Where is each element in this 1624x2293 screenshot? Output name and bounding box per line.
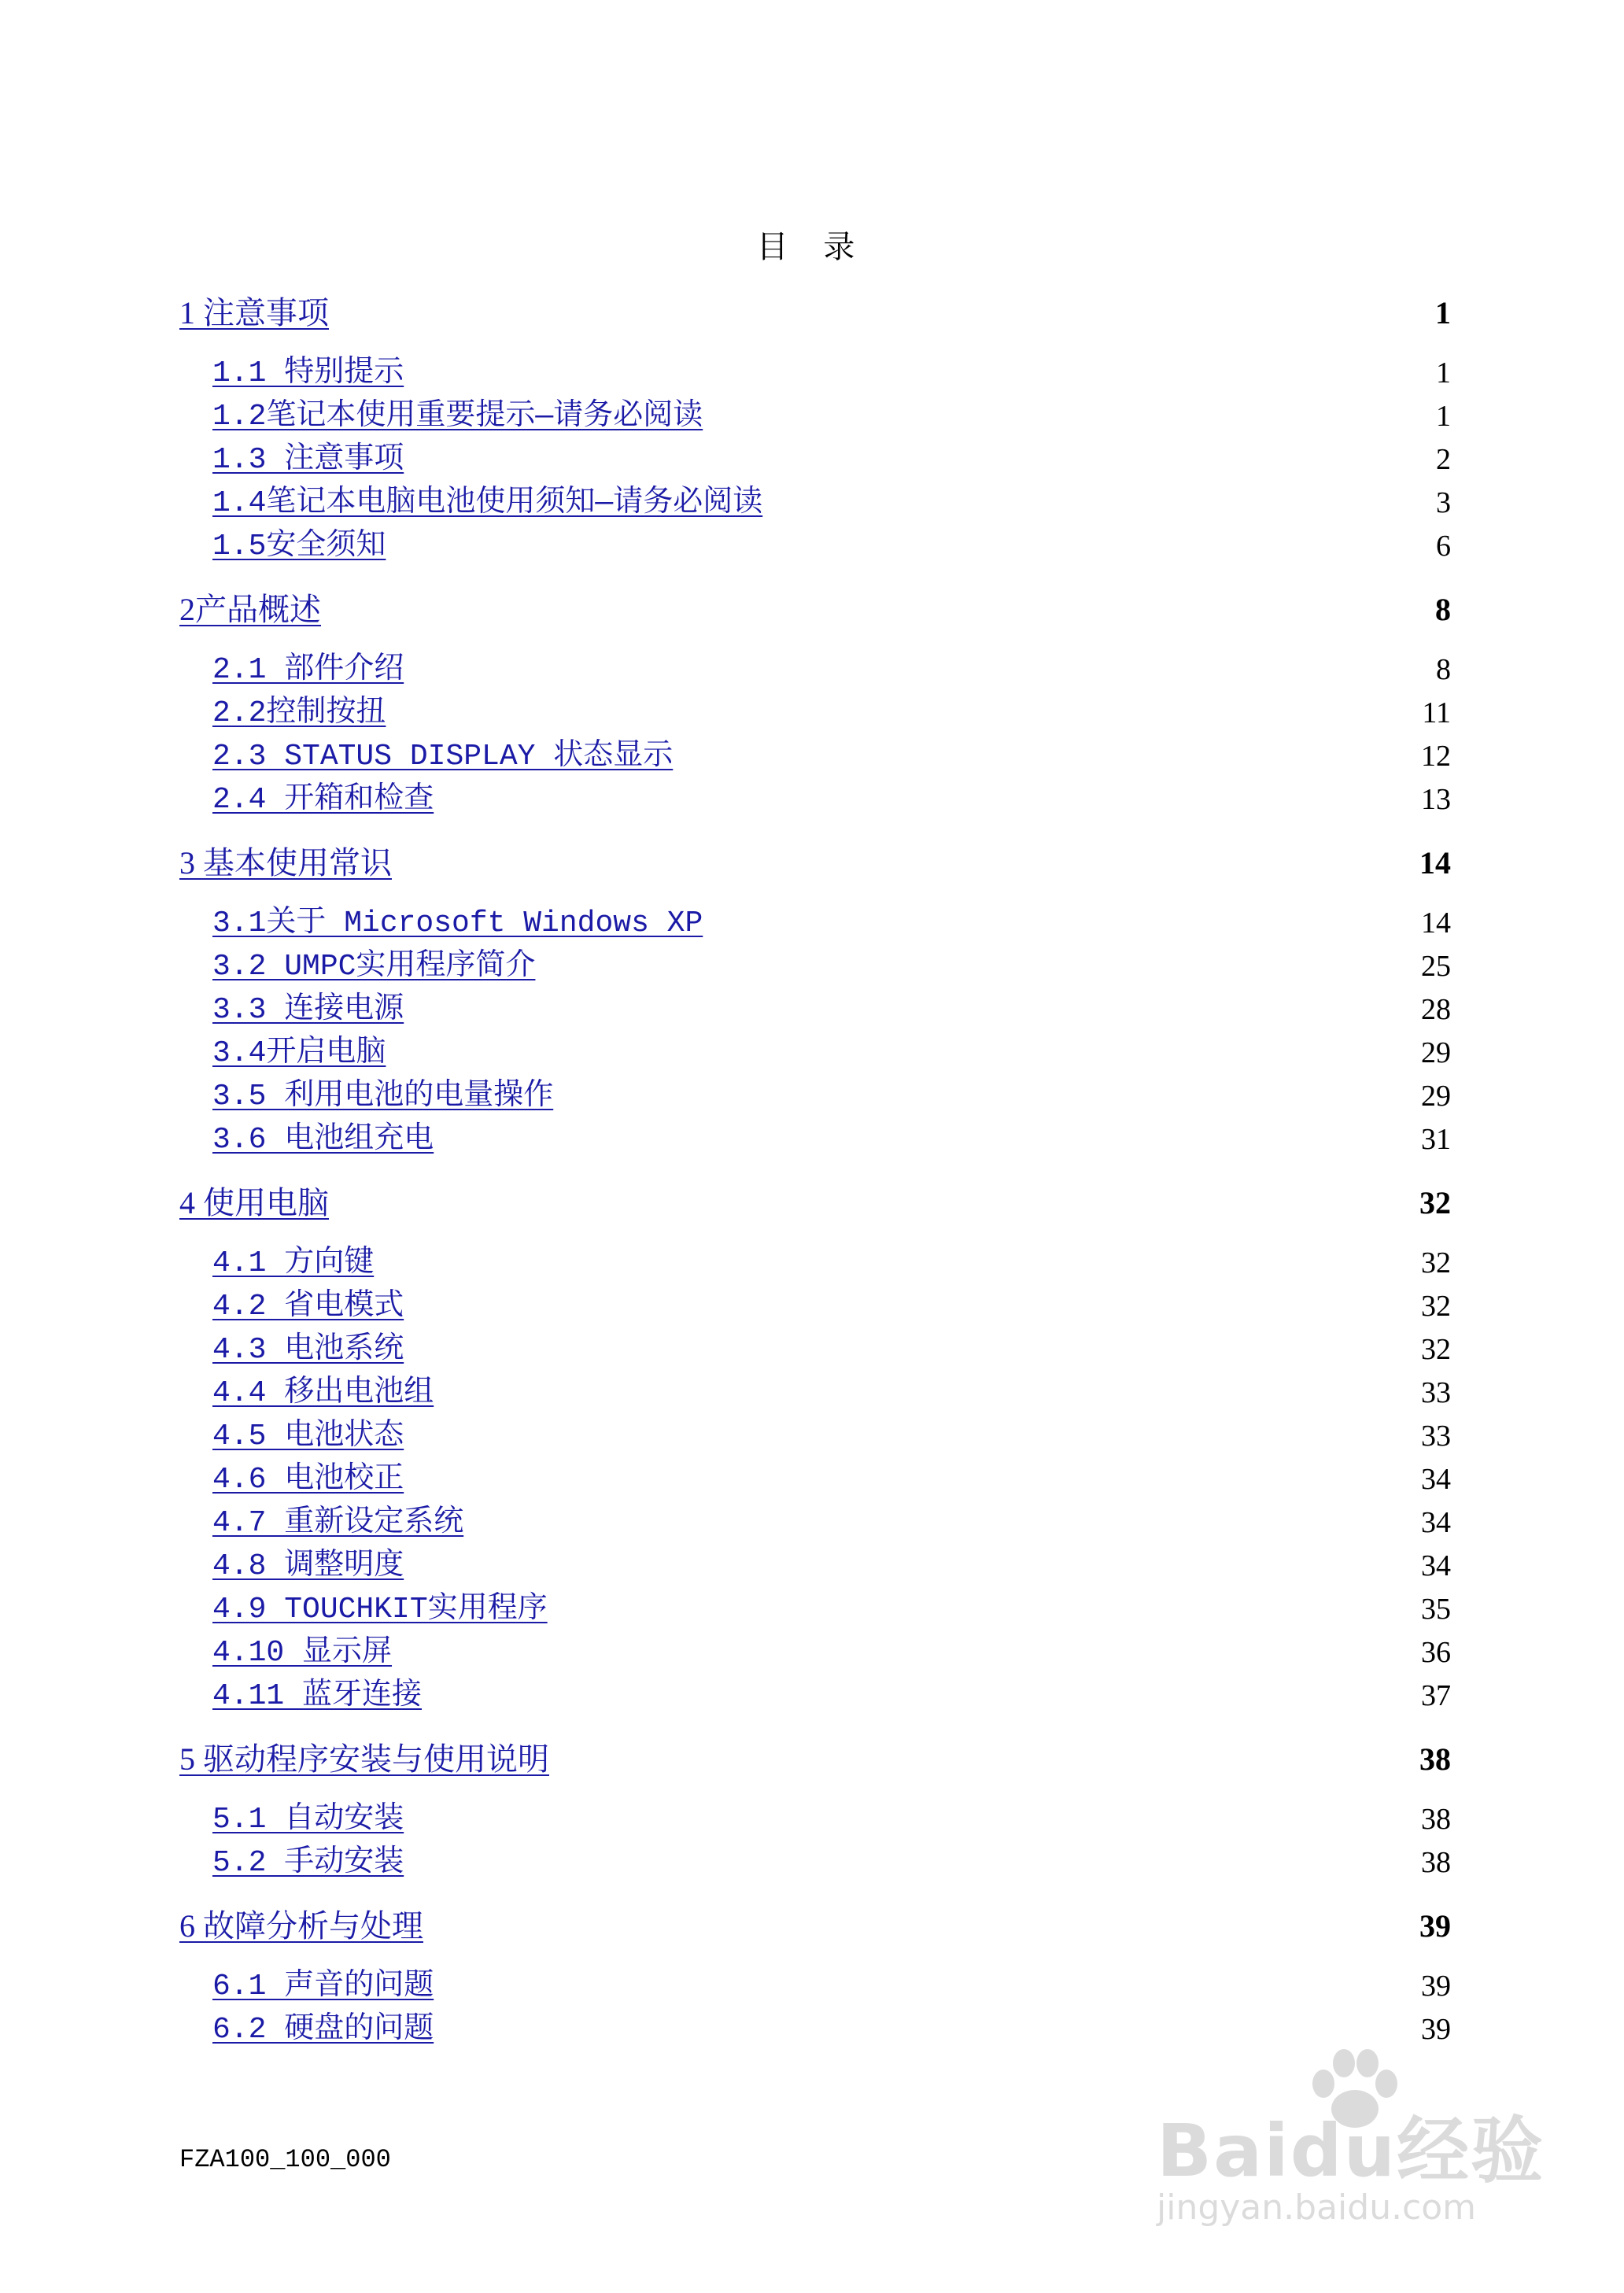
toc-page-number: 6 xyxy=(1436,530,1451,563)
toc-page-number: 12 xyxy=(1421,740,1451,773)
toc-page-number: 31 xyxy=(1421,1123,1451,1156)
toc-section-link[interactable]: 4.10 显示屏 xyxy=(212,1636,393,1670)
toc-section-row xyxy=(0,1545,1624,1588)
toc-page-number: 32 xyxy=(1421,1290,1451,1323)
toc-chapter-row xyxy=(0,1904,1624,1948)
toc-section-row xyxy=(0,1032,1624,1075)
toc-section-link[interactable]: 4.6 电池校正 xyxy=(212,1463,404,1497)
toc-section-row xyxy=(0,1631,1624,1675)
toc-section-row xyxy=(0,902,1624,945)
toc-section-row xyxy=(0,1675,1624,1718)
toc-section-row xyxy=(0,648,1624,692)
toc-page-number: 1 xyxy=(1436,356,1451,390)
toc-section-link[interactable]: 4.7 重新设定系统 xyxy=(212,1506,464,1540)
toc-section-row xyxy=(0,1075,1624,1118)
toc-chapter-row xyxy=(0,841,1624,884)
toc-section-link[interactable]: 4.9 TOUCHKIT实用程序 xyxy=(212,1593,548,1627)
toc-section-link[interactable]: 2.3 STATUS DISPLAY 状态显示 xyxy=(212,740,674,774)
toc-section-link[interactable]: 1.2笔记本使用重要提示—请务必阅读 xyxy=(212,400,703,434)
toc-page-number: 32 xyxy=(1421,1333,1451,1366)
toc-page-number: 34 xyxy=(1421,1463,1451,1496)
toc-chapter-link[interactable]: 6 故障分析与处理 xyxy=(179,1908,423,1944)
toc-section-row xyxy=(0,2008,1624,2051)
toc-section-row xyxy=(0,482,1624,525)
toc-section-row xyxy=(0,1965,1624,2008)
toc-chapter-row xyxy=(0,291,1624,334)
toc-section-row xyxy=(0,395,1624,438)
toc-section-link[interactable]: 1.5安全须知 xyxy=(212,530,386,563)
toc-page-number: 3 xyxy=(1436,486,1451,519)
toc-page-number: 38 xyxy=(1421,1803,1451,1836)
toc-section-row xyxy=(0,1501,1624,1545)
toc-page-number: 14 xyxy=(1421,906,1451,940)
toc-page-number: 39 xyxy=(1421,1970,1451,2003)
toc-section-link[interactable]: 5.1 自动安装 xyxy=(212,1803,404,1837)
toc-section-link[interactable]: 4.2 省电模式 xyxy=(212,1290,404,1324)
toc-section-link[interactable]: 3.4开启电脑 xyxy=(212,1036,386,1070)
toc-section-link[interactable]: 4.11 蓝牙连接 xyxy=(212,1679,423,1713)
toc-chapter-link[interactable]: 1 注意事项 xyxy=(179,295,329,330)
toc-section-row xyxy=(0,1458,1624,1501)
toc-section-row xyxy=(0,438,1624,482)
toc-chapter-link[interactable]: 2产品概述 xyxy=(179,592,321,627)
toc-section-link[interactable]: 3.3 连接电源 xyxy=(212,993,404,1027)
watermark-brand: Baidu经验 xyxy=(1157,2109,1545,2193)
toc-section-link[interactable]: 5.2 手动安装 xyxy=(212,1846,404,1880)
toc-section-row xyxy=(0,1798,1624,1841)
toc-section-row xyxy=(0,1415,1624,1458)
toc-page-number: 11 xyxy=(1422,696,1451,729)
toc-chapter-link[interactable]: 3 基本使用常识 xyxy=(179,845,392,881)
toc-section-row xyxy=(0,1285,1624,1328)
toc-chapter-link[interactable]: 5 驱动程序安装与使用说明 xyxy=(179,1741,549,1777)
toc-chapter-link[interactable]: 4 使用电脑 xyxy=(179,1185,329,1220)
toc-section-link[interactable]: 3.5 利用电池的电量操作 xyxy=(212,1080,554,1113)
toc-chapter-row xyxy=(0,1737,1624,1781)
toc-list xyxy=(0,291,1624,2051)
toc-page-number: 8 xyxy=(1436,653,1451,686)
toc-page-number: 39 xyxy=(1421,2013,1451,2046)
toc-page-number: 36 xyxy=(1421,1636,1451,1669)
toc-page-number: 14 xyxy=(1419,845,1451,881)
toc-section-row xyxy=(0,1841,1624,1885)
toc-page-number: 34 xyxy=(1421,1549,1451,1582)
toc-section-link[interactable]: 3.6 电池组充电 xyxy=(212,1123,434,1157)
toc-chapter-row xyxy=(0,1181,1624,1224)
toc-section-link[interactable]: 6.2 硬盘的问题 xyxy=(212,2013,434,2047)
toc-section-row xyxy=(0,525,1624,568)
toc-section-row xyxy=(0,1372,1624,1415)
toc-section-link[interactable]: 3.1关于 Microsoft Windows XP xyxy=(212,906,703,940)
toc-page-number: 38 xyxy=(1419,1741,1451,1777)
toc-title: 目 录 xyxy=(756,229,868,265)
toc-section-row xyxy=(0,735,1624,778)
watermark-url: jingyan.baidu.com xyxy=(1157,2188,1477,2228)
toc-section-row xyxy=(0,778,1624,822)
toc-page-number: 1 xyxy=(1436,400,1451,433)
toc-section-row xyxy=(0,945,1624,988)
toc-page-number: 34 xyxy=(1421,1506,1451,1539)
toc-page-number: 28 xyxy=(1421,993,1451,1026)
toc-section-row xyxy=(0,352,1624,395)
toc-section-link[interactable]: 3.2 UMPC实用程序简介 xyxy=(212,950,536,984)
toc-section-link[interactable]: 6.1 声音的问题 xyxy=(212,1970,434,2003)
toc-section-link[interactable]: 2.2控制按扭 xyxy=(212,696,386,730)
toc-page-number: 37 xyxy=(1421,1679,1451,1712)
toc-page-number: 32 xyxy=(1419,1185,1451,1220)
toc-page-number: 35 xyxy=(1421,1593,1451,1626)
toc-section-row xyxy=(0,988,1624,1032)
toc-section-link[interactable]: 2.1 部件介绍 xyxy=(212,653,404,687)
toc-page-number: 38 xyxy=(1421,1846,1451,1879)
toc-section-row xyxy=(0,1588,1624,1631)
toc-section-link[interactable]: 1.4笔记本电脑电池使用须知—请务必阅读 xyxy=(212,486,763,520)
toc-page-number: 33 xyxy=(1421,1376,1451,1409)
toc-page-number: 1 xyxy=(1435,295,1451,330)
toc-page-number: 39 xyxy=(1419,1908,1451,1944)
watermark xyxy=(1141,2046,1550,2251)
toc-page-number: 13 xyxy=(1421,783,1451,816)
toc-section-row xyxy=(0,1118,1624,1161)
toc-page-number: 2 xyxy=(1436,443,1451,476)
toc-chapter-row xyxy=(0,588,1624,631)
toc-page-number: 25 xyxy=(1421,950,1451,983)
toc-page-number: 33 xyxy=(1421,1420,1451,1453)
toc-page-number: 29 xyxy=(1421,1080,1451,1113)
toc-page-number: 8 xyxy=(1435,592,1451,627)
toc-section-link[interactable]: 2.4 开箱和检查 xyxy=(212,783,434,817)
toc-section-row xyxy=(0,1242,1624,1285)
toc-section-row xyxy=(0,692,1624,735)
toc-page-number: 32 xyxy=(1421,1246,1451,1279)
toc-section-link[interactable]: 4.3 电池系统 xyxy=(212,1333,404,1367)
toc-section-row xyxy=(0,1328,1624,1372)
document-code: FZA100_100_000 xyxy=(179,2145,391,2174)
toc-section-link[interactable]: 4.1 方向键 xyxy=(212,1246,375,1280)
toc-section-link[interactable]: 4.5 电池状态 xyxy=(212,1420,404,1453)
toc-section-link[interactable]: 4.8 调整明度 xyxy=(212,1549,404,1583)
toc-section-link[interactable]: 1.1 特别提示 xyxy=(212,356,404,390)
toc-page-number: 29 xyxy=(1421,1036,1451,1069)
toc-section-link[interactable]: 4.4 移出电池组 xyxy=(212,1376,434,1410)
toc-section-link[interactable]: 1.3 注意事项 xyxy=(212,443,404,477)
